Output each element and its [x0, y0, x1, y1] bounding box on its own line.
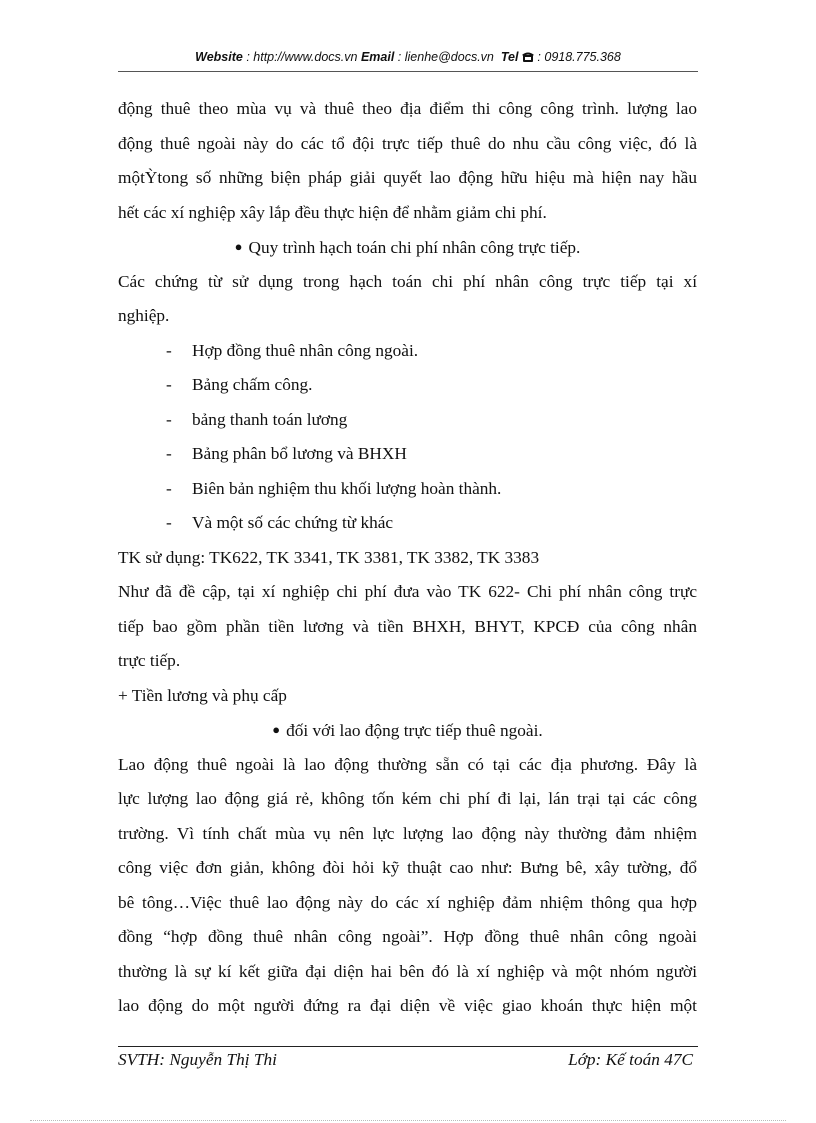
bullet-heading [118, 713, 697, 748]
list-item-text: Và một số các chứng từ khác [192, 513, 394, 532]
list-item-text: Bảng chấm công. [192, 375, 313, 394]
website-label: Website [195, 50, 243, 64]
bullet-icon: ● [272, 722, 281, 737]
dash-marker: - [166, 478, 172, 498]
header-rule [118, 71, 698, 72]
list-item [118, 437, 697, 472]
paragraph-line: Các chứng từ sử dụng trong hạch toán chi phí nhân công trực tiếp tại xí [118, 271, 697, 291]
paragraph-line: thường là sự kí kết giữa đại diện hai bên đó là xí nghiệp và một nhóm người [118, 961, 697, 981]
list-item [118, 506, 697, 541]
tel-label: Tel [500, 50, 519, 64]
list-item [118, 472, 697, 507]
page-content [118, 92, 697, 1024]
tk-accounts-line: TK sử dụng: TK622, TK 3341, TK 3381, TK 3382, TK 3383 [118, 547, 540, 567]
paragraph-line: động thuê theo mùa vụ và thuê theo địa điểm thi công công trình. lượng lao [118, 99, 697, 118]
tel-value: : 0918.775.368 [537, 50, 621, 64]
bullet-text: đối với lao động trực tiếp thuê ngoài. [286, 721, 543, 740]
dash-marker: - [166, 340, 172, 360]
paragraph-line: tiếp bao gồm phần tiền lương và tiền BHXH, BHYT, KPCĐ của công nhân [118, 616, 697, 636]
paragraph-line: lao động do một người đứng ra đại diện về việc giao khoán thực hiện một [118, 996, 697, 1015]
dash-marker: - [166, 409, 172, 429]
email-sep: : [394, 50, 405, 64]
website-url[interactable]: http://www.docs.vn [253, 50, 358, 64]
dash-marker: - [166, 513, 172, 532]
list-item-text: Biên bản nghiệm thu khối lượng hoàn thành. [192, 478, 502, 498]
paragraph-line: động thuê ngoài này do các tổ đội trực tiếp thuê do nhu cầu công việc, đó là [118, 133, 697, 153]
paragraph-line: đồng “hợp đồng thuê nhân công ngoài”. Hợp đồng thuê nhân công ngoài [118, 927, 697, 946]
list-item [118, 334, 697, 369]
list-item-text: bảng thanh toán lương [192, 409, 348, 429]
paragraph-line: lực lượng lao động giá rẻ, không tốn kém chi phí đi lại, lán trại tại các công [118, 789, 697, 808]
dash-marker: - [166, 375, 172, 394]
page-bottom-border [30, 1120, 786, 1121]
list-item-text: Bảng phân bổ lương và BHXH [192, 444, 407, 463]
email-value[interactable]: lienhe@docs.vn [404, 50, 494, 64]
paragraph-line: trường. Vì tính chất mùa vụ nên lực lượng lao động này thường đảm nhiệm [118, 823, 697, 843]
student-name: SVTH: Nguyễn Thị Thi [118, 1050, 277, 1069]
phone-icon [522, 51, 534, 65]
paragraph-line: trực tiếp. [118, 651, 181, 670]
bullet-text: Quy trình hạch toán chi phí nhân công trực tiếp. [248, 238, 581, 257]
paragraph-line: bê tông…Việc thuê lao động này do các xí nghiệp đảm nhiệm thông qua hợp [118, 892, 697, 912]
paragraph-line: nghiệp. [118, 306, 170, 325]
dash-marker: - [166, 444, 172, 463]
bullet-icon: ● [234, 239, 243, 254]
paragraph-line: Lao động thuê ngoài là lao động thường sẵn có tại các địa phương. Đây là [118, 754, 697, 774]
list-item-text: Hợp đồng thuê nhân công ngoài. [192, 340, 419, 360]
section-heading: + Tiền lương và phụ cấp [118, 685, 287, 705]
paragraph-line: Như đã đề cập, tại xí nghiệp chi phí đưa vào TK 622- Chi phí nhân công trực [118, 582, 697, 601]
paragraph-line: công việc đơn giản, không đòi hỏi kỹ thuật cao như: Bưng bê, xây tường, đổ [118, 858, 697, 877]
bullet-heading [118, 230, 697, 265]
class-name: Lớp: Kế toán 47C [568, 1050, 693, 1069]
website-sep: : [242, 50, 254, 64]
paragraph-line: mộtỲtong số những biện pháp giải quyết lao động hữu hiệu mà hiện nay hầu [118, 168, 697, 187]
paragraph-line: hết các xí nghiệp xây lắp đều thực hiện để nhằm giảm chi phí. [118, 202, 547, 222]
footer-rule [118, 1046, 698, 1047]
email-label: Email [360, 50, 395, 64]
list-item [118, 403, 697, 438]
list-item [118, 368, 697, 403]
page-header [118, 50, 698, 65]
